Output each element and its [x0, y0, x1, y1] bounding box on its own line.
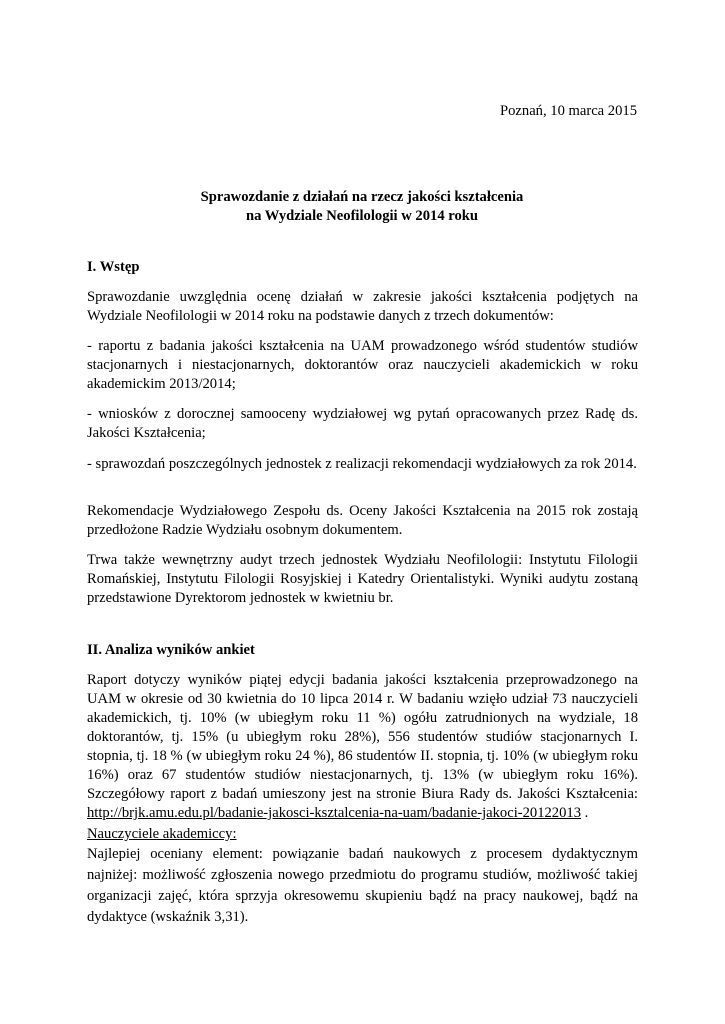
audit-paragraph: Trwa także wewnętrzny audyt trzech jednostek Wydziału Neofilologii: Instytutu Filologii Romańskiej, Instytutu Filologii Rosyjskiej i Katedry Orientalistyki. Wyniki audytu zostaną przedstawione Dyrektorom jednostek w kwietniu br.: [87, 552, 638, 606]
subheading-academic-teachers: Nauczyciele akademiccy:: [87, 826, 237, 842]
source-item-survey-report: - raportu z badania jakości kształcenia na UAM prowadzonego wśród studentów studiów stacjonarnych i niestacjonarnych, doktorantów oraz nauczycieli akademickich w roku akademickim 2013/2014;: [87, 338, 638, 392]
intro-paragraph: Sprawozdanie uwzględnia ocenę działań w zakresie jakości kształcenia podjętych na Wydziale Neofilologii w 2014 roku na podstawie danych z trzech dokumentów:: [87, 289, 638, 324]
source-item-self-assessment: - wniosków z dorocznej samooceny wydziałowej wg pytań opracowanych przez Radę ds. Jakości Kształcenia;: [87, 406, 638, 441]
report-text: Raport dotyczy wyników piątej edycji badania jakości kształcenia przeprowadzonego na UAM w okresie od 30 kwietnia do 10 lipca 2014 r. W badaniu wzięło udział 73 nauczycieli akademickich, tj. 10% (w ubiegłym roku 11 %) ogółu zatrudnionych na wydziale, 18 doktorantów, tj. 15% (u ubiegłym roku 28%), 556 studentów studiów stacjonarnych I. stopnia, tj. 18 % (w ubiegłym roku 24 %), 86 studentów II. stopnia, tj. 10% (w ubiegłym roku 16%) oraz 67 studentów studiów niestacjonarnych, tj. 13% (w ubiegłym roku 16%). Szczegółowy raport z badań umieszony jest na stronie Biura Rady ds. Jakości Kształcenia:: [87, 672, 638, 802]
section-heading-survey-analysis: II. Analiza wyników ankiet: [87, 642, 255, 658]
recommendations-paragraph: Rekomendacje Wydziałowego Zespołu ds. Oceny Jakości Kształcenia na 2015 rok zostają przedłożone Radzie Wydziału osobnym dokumentem.: [87, 503, 638, 538]
report-link-suffix: .: [581, 805, 589, 821]
report-link[interactable]: http://brjk.amu.edu.pl/badanie-jakosci-ksztalcenia-na-uam/badanie-jakoci-20122013: [87, 805, 581, 821]
document-title-line-1: Sprawozdanie z działań na rzecz jakości kształcenia: [200, 189, 524, 205]
document-date: Poznań, 10 marca 2015: [500, 103, 637, 119]
report-paragraph: [87, 671, 638, 823]
source-item-unit-reports: - sprawozdań poszczególnych jednostek z realizacji rekomendacji wydziałowych za rok 2014.: [87, 456, 637, 472]
section-heading-introduction: I. Wstęp: [87, 259, 140, 275]
teachers-paragraph: Najlepiej oceniany element: powiązanie badań naukowych z procesem dydaktycznym najniżej: możliwość zgłoszenia nowego przedmiotu do programu studiów, możliwość takiej organizacji zajęć, która sprzyja okresowemu skupieniu bądź na pracy naukowej, bądź na dydaktyce (wskaźnik 3,31).: [87, 846, 638, 925]
document-title-line-2: na Wydziale Neofilologii w 2014 roku: [245, 208, 479, 224]
